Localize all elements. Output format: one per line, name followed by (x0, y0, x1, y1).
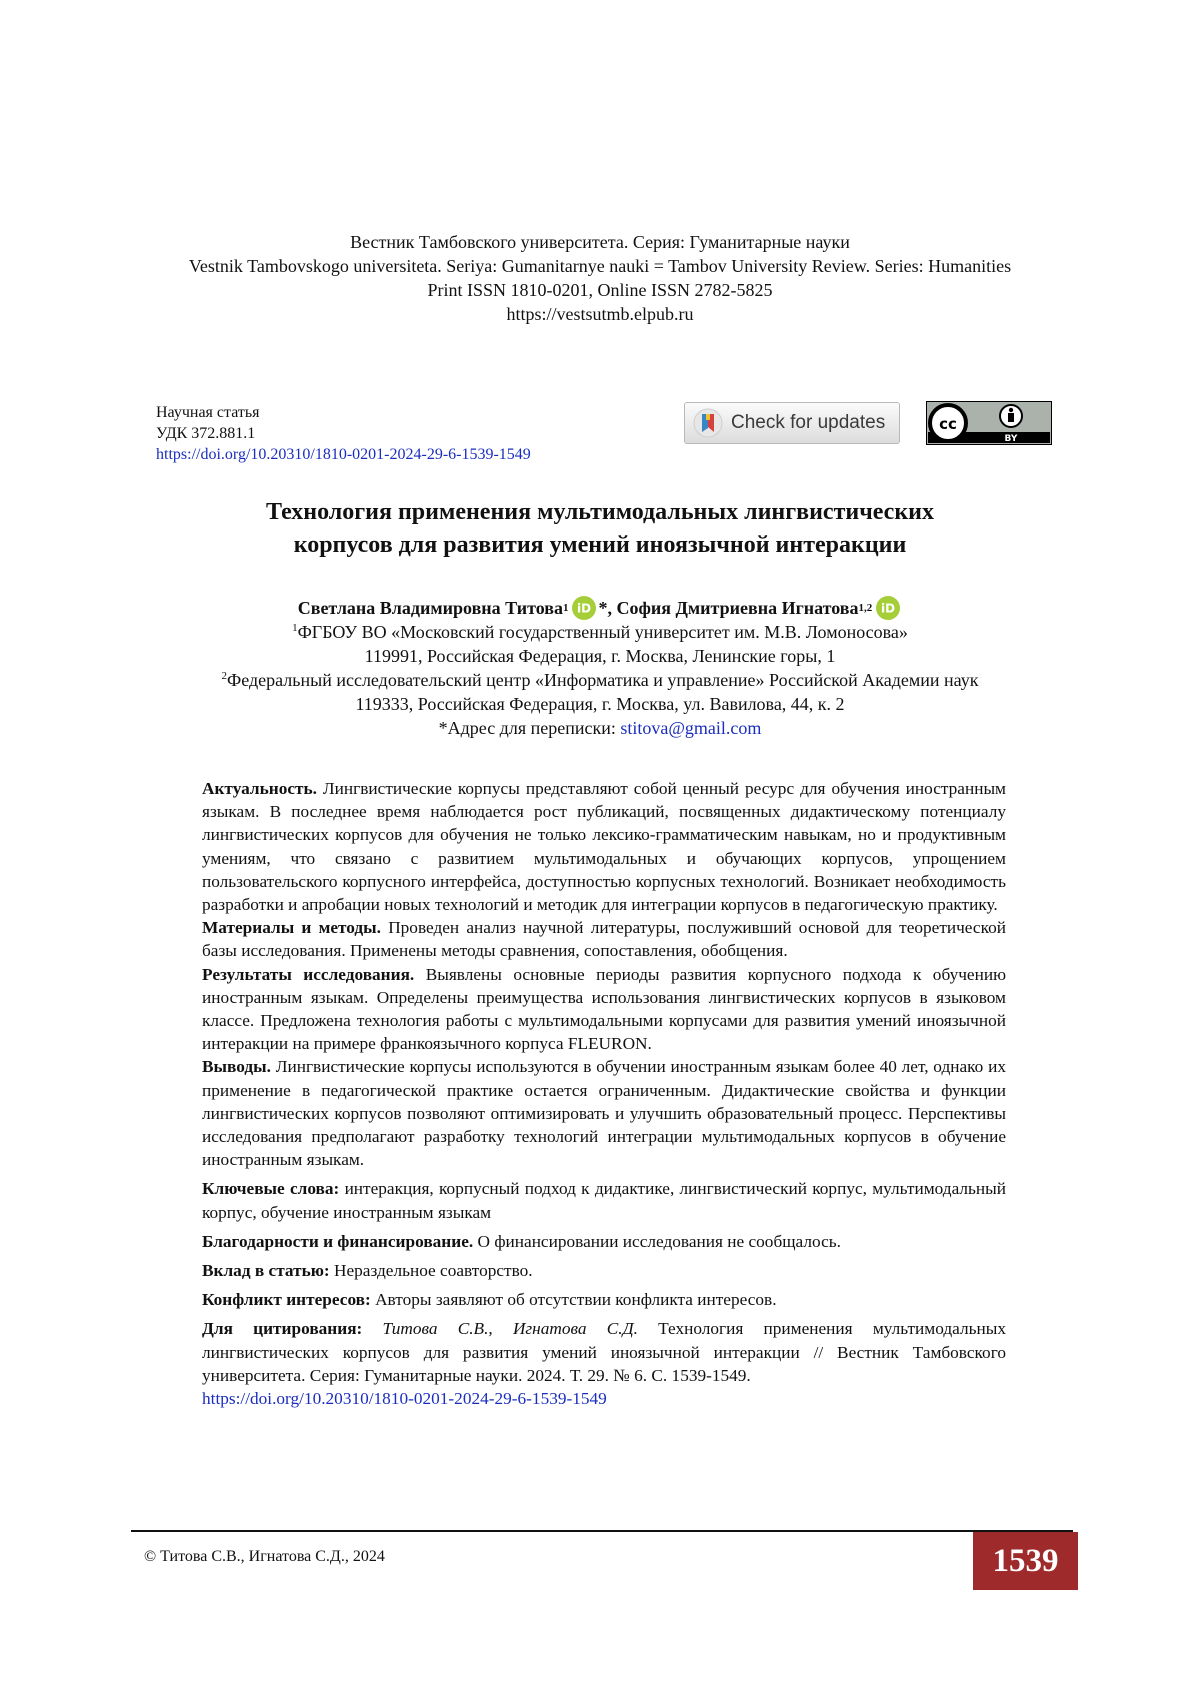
copyright: © Титова С.В., Игнатова С.Д., 2024 (144, 1548, 385, 1565)
affiliation-1: $^1$ФГБОУ ВО «Московский государственный университет им. М.В. Ломоносова» (292, 622, 908, 642)
doi-link[interactable]: https://doi.org/10.20310/1810-0201-2024-29-6-1539-1549 (156, 446, 531, 463)
article-meta (156, 402, 531, 465)
author-2-name: София Дмитриевна Игнатова (616, 598, 859, 618)
abstract-relevance: Актуальность. Лингвистические корпусы представляют собой ценный ресурс для обучения иностранным языкам. В последнее время наблюдается рост публикаций, посвященных дидактическому потенциалу лингвистических корпусов для обучения не только лексико-грамматическим навыкам, но и продуктивным умениям, что связано с развитием мультимодальных и обучающих корпусов, упрощением пользовательского корпусного интерфейса, доступностью корпусных технологий. Возникает необходимость разработки и апробации новых технологий и методик для интеграции корпусов в педагогическую практику. (202, 779, 1006, 915)
affiliation-1-address: 119991, Российская Федерация, г. Москва, Ленинские горы, 1 (364, 646, 836, 666)
title-line-1: Технология применения мультимодальных лингвистических (266, 499, 934, 525)
abstract-conclusions: Выводы. Лингвистические корпусы используются в обучении иностранным языкам более 40 лет, однако их применение в педагогической практике остается ограниченным. Дидактические свойства и функции лингвистических корпусов позволяют оптимизировать и улучшить образовательный процесс. Перспективы исследования предполагают разработку технологий интеграции мультимодальных корпусов в обучение иностранным языкам. (202, 1057, 1006, 1170)
check-for-updates-label: Check for updates (731, 412, 886, 433)
corresponding-mark: *, (598, 598, 612, 618)
orcid-icon[interactable] (876, 596, 900, 620)
abstract-methods: Материалы и методы. Проведен анализ научной литературы, послуживший основой для теоретической базы исследования. Применены методы сравнения, сопоставления, обобщения. (202, 918, 1006, 961)
correspondence: *Адрес для переписки: stitova@gmail.com (438, 718, 762, 738)
funding: Благодарности и финансирование. О финансировании исследования не сообщалось. (202, 1231, 841, 1251)
keywords: Ключевые слова: интеракция, корпусный подход к дидактике, лингвистический корпус, мультимодальный корпус, обучение иностранным языкам (202, 1179, 1007, 1222)
svg-text:BY: BY (1004, 434, 1018, 444)
crossmark-icon (691, 406, 725, 440)
svg-text:iD: iD (881, 601, 896, 616)
abstract-results: Результаты исследования. Выявлены основные периоды развития корпусного подхода к обучению иностранным языкам. Определены преимущества использования лингвистических корпусов в языковом классе. Предложена технология работы с мультимодальными корпусами для развития умений иноязычной интеракции на примере франкоязычного корпуса FLEURON. (202, 964, 1006, 1054)
svg-text:cc: cc (939, 415, 957, 433)
affiliation-2: $^2$Федеральный исследовательский центр «Информатика и управление» Российской Академии наук (221, 670, 979, 690)
check-for-updates-button[interactable] (684, 402, 900, 444)
article-type: Научная статья (156, 404, 260, 421)
contribution: Вклад в статью: Нераздельное соавторство. (202, 1261, 533, 1281)
footer-divider (131, 1530, 1073, 1532)
authors-block (0, 596, 1200, 740)
orcid-icon[interactable] (572, 596, 596, 620)
journal-header (0, 230, 1200, 326)
page-number: 1539 (973, 1532, 1078, 1590)
affiliation-2-address: 119333, Российская Федерация, г. Москва, ул. Вавилова, 44, к. 2 (355, 694, 845, 714)
journal-url-link[interactable]: https://vestsutmb.elpub.ru (506, 304, 694, 324)
title-line-2: корпусов для развития умений иноязычной интеракции (293, 532, 907, 558)
author-1-name: Светлана Владимировна Титова (297, 598, 563, 618)
cc-by-license-badge[interactable] (926, 401, 1052, 445)
journal-title-ru: Вестник Тамбовского университета. Серия: Гуманитарные науки (350, 232, 850, 252)
citation-doi-link[interactable]: https://doi.org/10.20310/1810-0201-2024-29-6-1539-1549 (202, 1389, 607, 1409)
conflict-of-interest: Конфликт интересов: Авторы заявляют об отсутствии конфликта интересов. (202, 1290, 777, 1310)
journal-title-en: Vestnik Tambovskogo universiteta. Seriya: Gumanitarnye nauki = Tambov University Review. Series: Humanities (188, 256, 1012, 276)
author-names: Светлана Владимировна Титова 1 iD *, София Дмитриевна Игнатова 1,2 iD (0, 596, 1200, 620)
citation: Для цитирования: Титова С.В., Игнатова С.Д. Технология применения мультимодальных лингвистических корпусов для развития умений иноязычной интеракции // Вестник Тамбовского университета. Серия: Гуманитарные науки. 2024. Т. 29. № 6. С. 1539-1549. https://doi.org/10.20310/1810-0201-2024-29-6-1539-1549 (202, 1319, 1006, 1409)
journal-issn: Print ISSN 1810-0201, Online ISSN 2782-5825 (427, 280, 773, 300)
udc-code: УДК 372.881.1 (156, 425, 256, 442)
article-title (0, 496, 1200, 562)
email-link[interactable]: stitova@gmail.com (620, 718, 762, 738)
svg-text:iD: iD (577, 601, 592, 616)
abstract (202, 777, 1006, 1410)
